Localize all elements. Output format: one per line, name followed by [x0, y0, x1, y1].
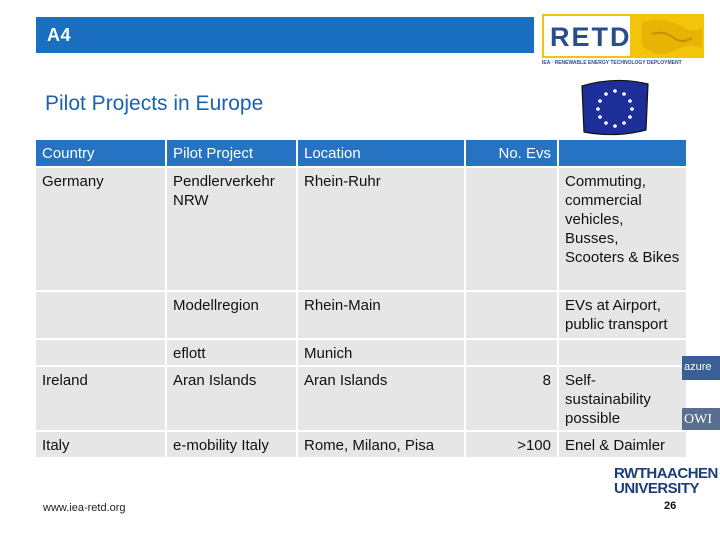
- col-header: Pilot Project: [165, 140, 296, 166]
- table-cell: Rhein-Main: [296, 290, 464, 338]
- table-cell: [464, 338, 557, 365]
- table-header-row: [36, 140, 686, 166]
- table-cell: Aran Islands: [165, 365, 296, 430]
- col-header: Location: [296, 140, 464, 166]
- table-row: [36, 365, 686, 430]
- table-cell: eflott: [165, 338, 296, 365]
- azure-logo: azure: [682, 356, 720, 380]
- table-cell: [464, 166, 557, 290]
- table-cell: e-mobility Italy: [165, 430, 296, 457]
- table-cell: Modellregion: [165, 290, 296, 338]
- table-cell: Rhein-Ruhr: [296, 166, 464, 290]
- pilot-projects-table: [36, 140, 686, 457]
- table-cell: EVs at Airport, public transport: [557, 290, 686, 338]
- retd-logo: RETD IEA · RENEWABLE ENERGY TECHNOLOGY DEPLOYMENT: [536, 12, 712, 72]
- eu-flag-icon: [578, 78, 652, 136]
- col-header: No. Evs: [464, 140, 557, 166]
- table-cell: [36, 290, 165, 338]
- rwth-logo: RWTHAACHEN UNIVERSITY: [614, 465, 718, 497]
- table-cell: Enel & Daimler: [557, 430, 686, 457]
- section-label: A4: [47, 25, 72, 45]
- table-cell: Italy: [36, 430, 165, 457]
- page-title: Pilot Projects in Europe: [45, 92, 264, 115]
- col-header: Country: [36, 140, 165, 166]
- table-cell: Aran Islands: [296, 365, 464, 430]
- table-cell: Germany: [36, 166, 165, 290]
- footer-url: www.iea-retd.org: [43, 502, 126, 514]
- table-cell: 8: [464, 365, 557, 430]
- table-cell: Rome, Milano, Pisa: [296, 430, 464, 457]
- table-cell: Munich: [296, 338, 464, 365]
- page-number: 26: [664, 500, 677, 512]
- table-row: [36, 430, 686, 457]
- section-header-bar: [36, 17, 534, 53]
- table-cell: >100: [464, 430, 557, 457]
- table-cell: Commuting, commercial vehicles, Busses, Scooters & Bikes: [557, 166, 686, 290]
- table-row: [36, 166, 686, 290]
- table-cell: Ireland: [36, 365, 165, 430]
- col-header: [557, 140, 686, 166]
- table-cell: Self-sustainability possible: [557, 365, 686, 430]
- table-cell: Pendlerverkehr NRW: [165, 166, 296, 290]
- owi-logo: OWI: [682, 408, 720, 430]
- table-row: [36, 338, 686, 365]
- table-cell: [557, 338, 686, 365]
- table-row: [36, 290, 686, 338]
- table-cell: [464, 290, 557, 338]
- table-cell: [36, 338, 165, 365]
